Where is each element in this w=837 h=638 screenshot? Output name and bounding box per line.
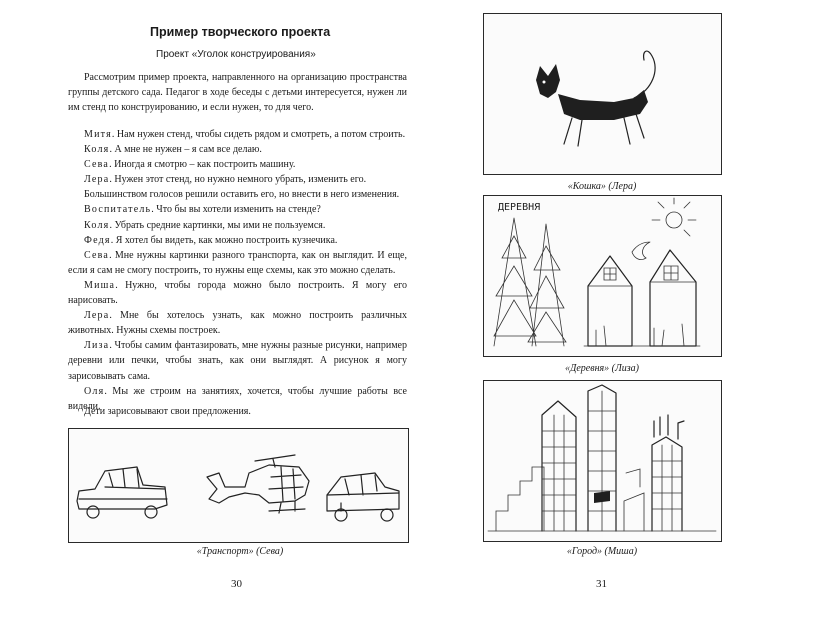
village-drawn-label: ДЕРЕВНЯ bbox=[498, 202, 541, 213]
dialog-text: Большинством голосов решили оставить его, но внести в него изменения. bbox=[84, 189, 400, 201]
dialog-line bbox=[68, 157, 407, 172]
cat-drawing bbox=[483, 13, 722, 175]
village-caption: «Деревня» (Лиза) bbox=[564, 363, 640, 374]
dialog-text: . Чтобы самим фантазировать, мне нужны разные рисунки, например деревни или печки, чтобы знать, как они выглядят. А рисунок я могу зарисовывать сама. bbox=[68, 340, 407, 382]
dialog-line bbox=[68, 187, 407, 202]
transport-sketch bbox=[69, 429, 408, 542]
intro-paragraph: Рассмотрим пример проекта, направленного на организацию пространства группы детского сада. Педагог в ходе беседы с детьми интересуется, нужен ли им стенд по конструированию, и если нужен, то для чего. bbox=[68, 72, 407, 114]
dialog-text: . Нам нужен стенд, чтобы сидеть рядом и смотреть, а потом строить. bbox=[111, 129, 406, 140]
village-drawing bbox=[483, 195, 722, 357]
dialog-text: . Нужен этот стенд, но нужно немного убрать, изменить его. bbox=[109, 174, 367, 186]
speaker-name: Лиза bbox=[84, 340, 110, 352]
dialog-block bbox=[68, 127, 407, 414]
dialog-line bbox=[68, 278, 407, 308]
transport-caption: «Транспорт» (Сева) bbox=[196, 546, 284, 557]
cat-sketch bbox=[484, 14, 721, 174]
dialog-line bbox=[68, 233, 407, 248]
dialog-line bbox=[68, 202, 407, 217]
page-number-right: 31 bbox=[596, 578, 607, 590]
speaker-name: Сева bbox=[84, 249, 110, 261]
dialog-text: . Убрать средние картинки, мы ими не пользуемся. bbox=[109, 219, 326, 231]
dialog-line bbox=[68, 218, 407, 233]
dialog-text: . Мне бы хотелось узнать, как можно построить различных животных. Нужны схемы построек. bbox=[68, 310, 407, 337]
speaker-name: Воспитатель bbox=[84, 204, 152, 216]
speaker-name: Оля bbox=[84, 385, 105, 397]
dialog-line bbox=[68, 308, 407, 338]
closing-paragraph: Дети зарисовывают свои предложения. bbox=[84, 406, 251, 417]
dialog-text: . А мне не нужен – я сам все делаю. bbox=[109, 144, 262, 156]
dialog-text: . Иногда я смотрю – как построить машину. bbox=[109, 159, 296, 171]
project-subtitle: Проект «Уголок конструирования» bbox=[156, 49, 316, 60]
dialog-line bbox=[68, 142, 407, 157]
speaker-name: Лера bbox=[84, 310, 110, 322]
village-sketch bbox=[484, 196, 721, 356]
speaker-name: Лера bbox=[84, 174, 110, 186]
city-caption: «Город» (Миша) bbox=[566, 546, 638, 557]
cat-caption: «Кошка» (Лера) bbox=[567, 181, 637, 192]
speaker-name: Коля bbox=[84, 144, 110, 156]
dialog-text: . Нужно, чтобы города можно было построить. Я могу его нарисовать. bbox=[68, 279, 407, 307]
dialog-text: . Я хотел бы видеть, как можно построить кузнечика. bbox=[110, 234, 338, 246]
speaker-name: Сева bbox=[84, 159, 110, 171]
city-drawing bbox=[483, 380, 722, 542]
right-page bbox=[430, 0, 837, 638]
dialog-line bbox=[68, 172, 407, 187]
speaker-name: Миша bbox=[84, 279, 116, 291]
page-number-left: 30 bbox=[231, 578, 242, 590]
speaker-name: Федя bbox=[84, 234, 111, 246]
speaker-name: Коля bbox=[84, 219, 110, 231]
dialog-line bbox=[68, 338, 407, 383]
dialog-line bbox=[68, 127, 407, 142]
dialog-text: . Мне нужны картинки разного транспорта, как он выглядит. И еще, если я сам не смогу построить, то нужны еще схемы, как это можно сделать. bbox=[68, 249, 407, 276]
page-title: Пример творческого проекта bbox=[150, 25, 331, 39]
dialog-text: . Мы же строим на занятиях, хочется, чтобы лучшие работы все видели. bbox=[68, 385, 407, 412]
dialog-text: . Что бы вы хотели изменить на стенде? bbox=[151, 204, 321, 216]
city-sketch bbox=[484, 381, 721, 541]
speaker-name: Митя bbox=[84, 129, 112, 140]
dialog-line bbox=[68, 248, 407, 278]
transport-drawing bbox=[68, 428, 409, 543]
